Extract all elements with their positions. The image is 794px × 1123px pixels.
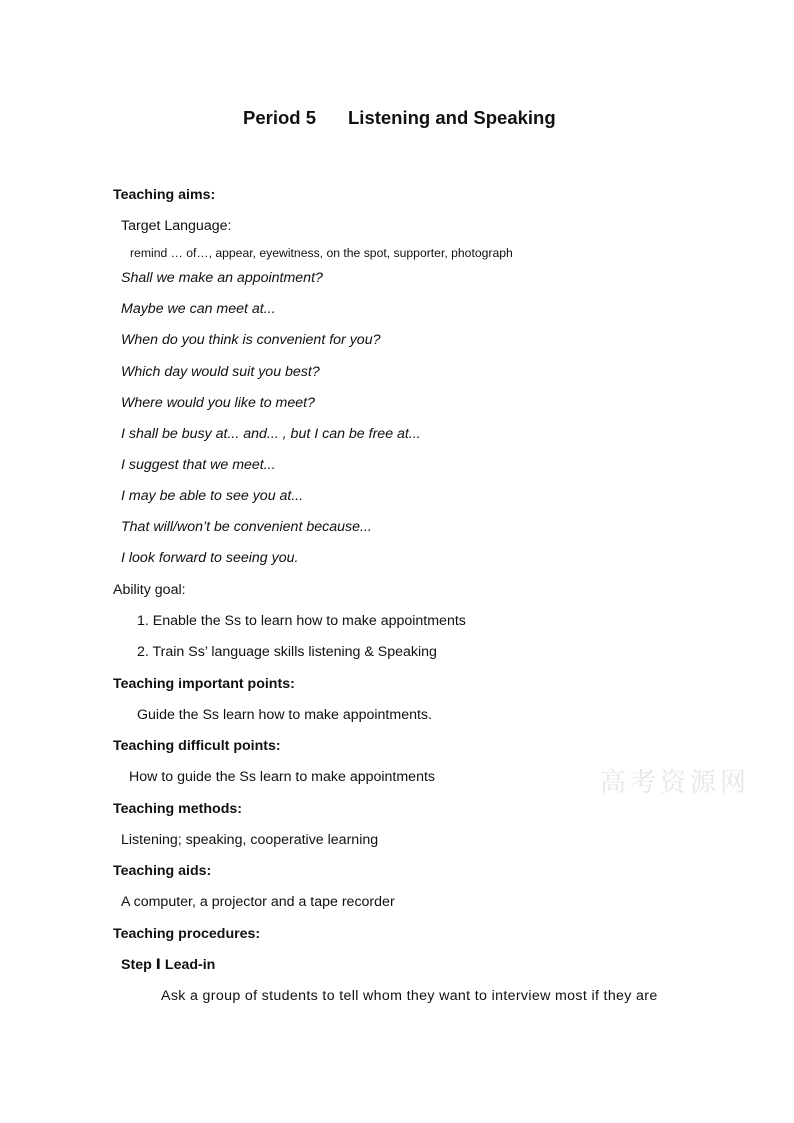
ability-goal-item: 2. Train Ss’ language skills listening & Speaking: [137, 644, 437, 660]
page-title: Listening and Speaking: [348, 107, 556, 128]
expression-line: I shall be busy at... and... , but I can be free at...: [121, 426, 421, 442]
difficult-points-heading: Teaching difficult points:: [113, 738, 281, 754]
step-label: Step Ⅰ Lead-in: [121, 957, 216, 973]
important-points-heading: Teaching important points:: [113, 676, 295, 692]
difficult-points-text: How to guide the Ss learn to make appointments: [129, 769, 435, 785]
expression-line: That will/won’t be convenient because...: [121, 519, 372, 535]
procedure-text: Ask a group of students to tell whom they want to interview most if they are: [161, 988, 658, 1004]
ability-goal-label: Ability goal:: [113, 582, 186, 598]
expression-line: Where would you like to meet?: [121, 395, 315, 411]
aids-heading: Teaching aids:: [113, 863, 212, 879]
important-points-text: Guide the Ss learn how to make appointments.: [137, 707, 432, 723]
expression-line: I may be able to see you at...: [121, 488, 304, 504]
expression-line: I look forward to seeing you.: [121, 550, 299, 566]
teaching-aims-heading: Teaching aims:: [113, 187, 216, 203]
target-language-label: Target Language:: [121, 218, 232, 234]
ability-goal-item: 1. Enable the Ss to learn how to make appointments: [137, 613, 466, 629]
methods-heading: Teaching methods:: [113, 801, 243, 817]
expression-line: I suggest that we meet...: [121, 457, 276, 473]
procedures-heading: Teaching procedures:: [113, 926, 261, 942]
methods-text: Listening; speaking, cooperative learning: [121, 832, 379, 848]
vocabulary-line: remind … of…, appear, eyewitness, on the spot, supporter, photograph: [130, 246, 513, 260]
aids-text: A computer, a projector and a tape recorder: [121, 894, 395, 910]
expression-line: Which day would suit you best?: [121, 364, 320, 380]
expression-line: Maybe we can meet at...: [121, 301, 276, 317]
watermark: 高考资源网: [600, 768, 751, 798]
expression-line: Shall we make an appointment?: [121, 270, 323, 286]
expression-line: When do you think is convenient for you?: [121, 332, 381, 348]
period-label: Period 5: [243, 107, 316, 128]
